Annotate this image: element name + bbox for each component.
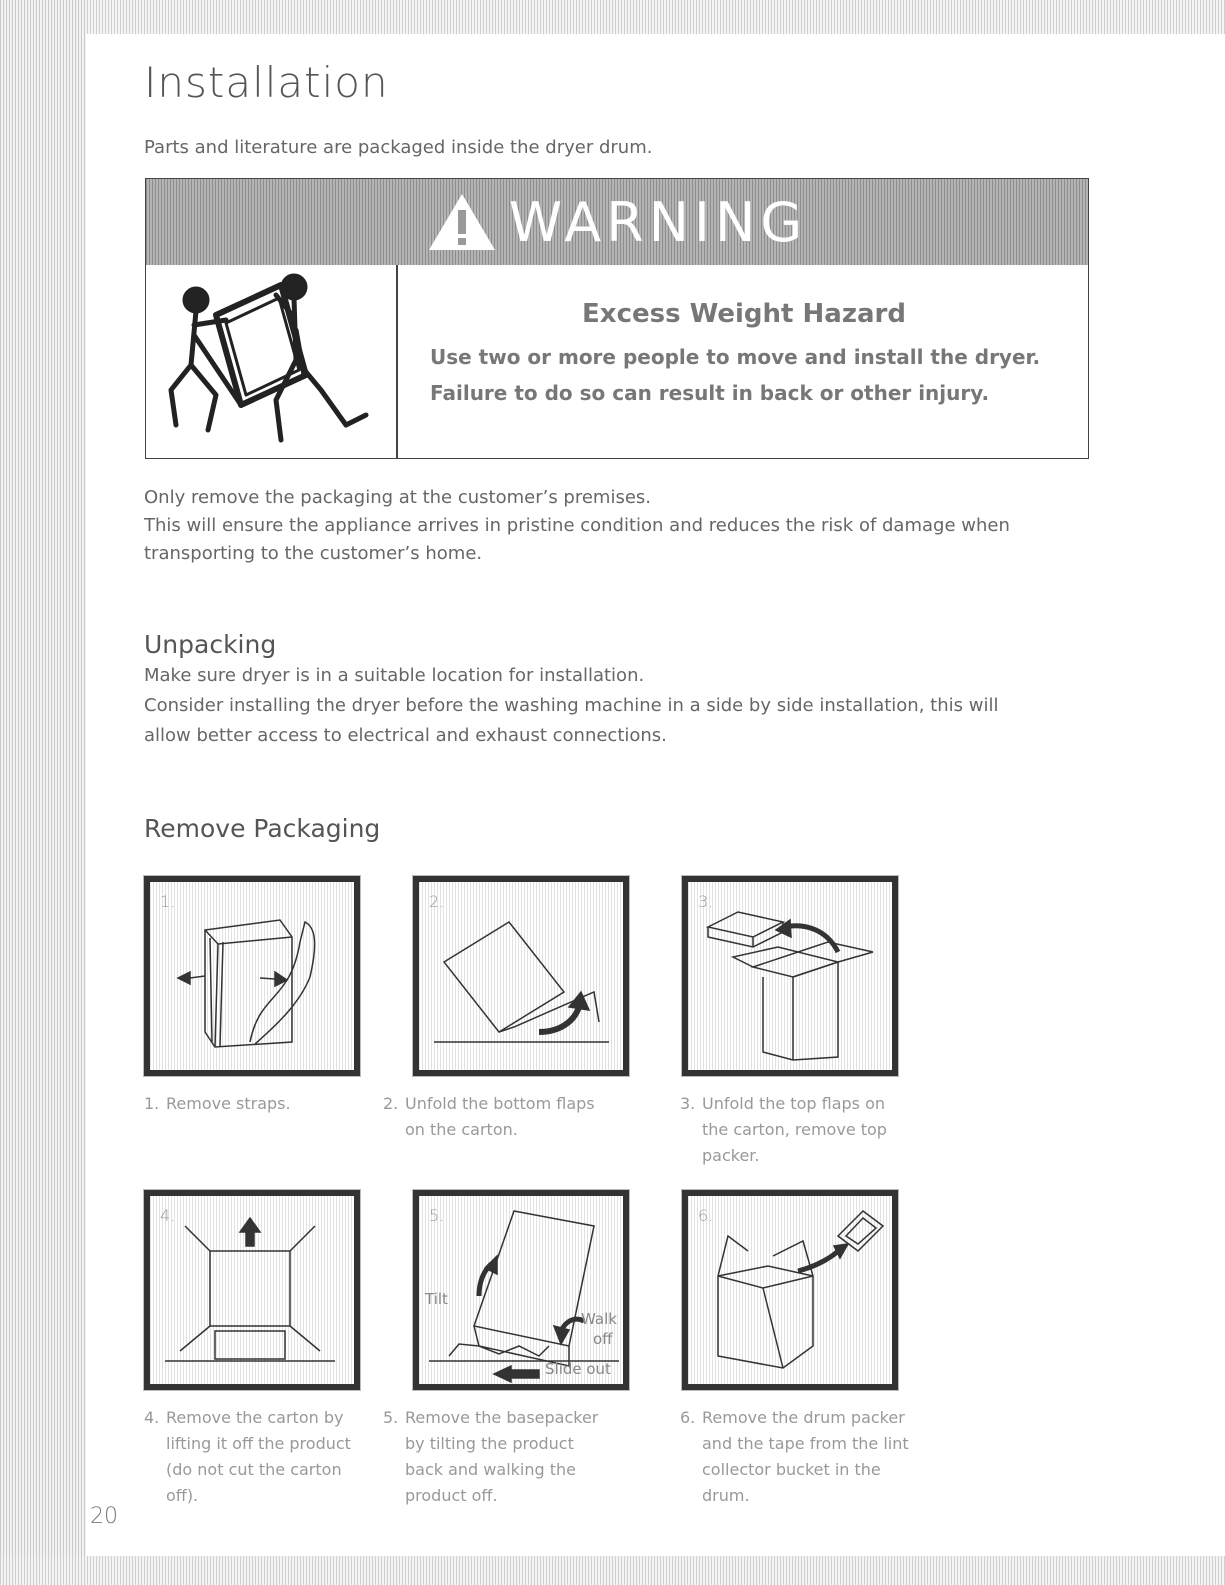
step-1-number: 1. — [160, 892, 176, 911]
step-3-image — [682, 876, 898, 1076]
remove-drum-packer-icon — [688, 1196, 892, 1384]
step-6-image — [682, 1190, 898, 1390]
unpacking-line-1: Make sure dryer is in a suitable location for installation. — [144, 665, 645, 686]
remove-straps-icon — [150, 882, 354, 1070]
step-5-tilt-label: Tilt — [425, 1290, 448, 1308]
remove-top-packer-icon — [688, 882, 892, 1070]
step-2-image — [413, 876, 629, 1076]
step-4-number: 4. — [160, 1206, 176, 1225]
remove-basepacker-icon — [419, 1196, 623, 1384]
warning-title — [427, 191, 807, 254]
hazard-line-1: Use two or more people to move and install the dryer. — [430, 345, 1041, 369]
scan-border-left — [0, 0, 86, 1585]
unfold-bottom-flaps-icon — [419, 882, 623, 1070]
page-title: Installation — [144, 58, 389, 107]
intro-text: Parts and literature are packaged inside the dryer drum. — [144, 137, 653, 158]
step-1-caption: 1. Remove straps. — [144, 1094, 291, 1113]
warning-box — [145, 178, 1089, 459]
unpacking-line-3: allow better access to electrical and exhaust connections. — [144, 725, 667, 746]
warning-triangle-icon — [427, 192, 497, 252]
step-6-number: 6. — [698, 1206, 714, 1225]
note-line-3: transporting to the customer’s home. — [144, 543, 483, 564]
step-5-walk-label: Walk — [581, 1310, 617, 1328]
step-6-caption: 6. Remove the drum packer and the tape from the lint collector bucket in the drum. — [680, 1408, 909, 1505]
step-5-caption: 5. Remove the basepacker by tilting the product back and walking the product off. — [383, 1408, 599, 1505]
step-1-image — [144, 876, 360, 1076]
step-5-number: 5. — [429, 1206, 445, 1225]
step-2-caption: 2. Unfold the bottom flaps on the carton. — [383, 1094, 595, 1139]
page-number: 20 — [90, 1504, 118, 1529]
remove-packaging-heading: Remove Packaging — [144, 814, 381, 843]
step-3-number: 3. — [698, 892, 714, 911]
step-2-number: 2. — [429, 892, 445, 911]
lift-carton-icon — [150, 1196, 354, 1384]
step-5-slide-label: Slide out — [545, 1360, 611, 1378]
scan-border-bottom — [0, 1556, 1225, 1585]
step-5-off-label: off — [593, 1330, 613, 1348]
step-5-image — [413, 1190, 629, 1390]
warning-label: WARNING — [508, 190, 808, 254]
unpacking-line-2: Consider installing the dryer before the washing machine in a side by side installation, this will — [144, 695, 999, 716]
hazard-line-2: Failure to do so can result in back or other injury. — [430, 381, 990, 405]
step-4-caption: 4. Remove the carton by lifting it off the product (do not cut the carton off). — [144, 1408, 351, 1505]
step-4-image — [144, 1190, 360, 1390]
step-3-caption: 3. Unfold the top flaps on the carton, remove top packer. — [680, 1094, 887, 1165]
two-person-lift-illustration — [146, 265, 398, 458]
note-line-1: Only remove the packaging at the customer’s premises. — [144, 487, 652, 508]
hazard-title: Excess Weight Hazard — [582, 299, 906, 329]
warning-header — [146, 179, 1088, 265]
note-line-2: This will ensure the appliance arrives in pristine condition and reduces the risk of damage when — [144, 515, 1010, 536]
hazard-text — [400, 265, 1088, 458]
scan-border-top — [0, 0, 1225, 34]
unpacking-heading: Unpacking — [144, 630, 277, 659]
two-people-lifting-icon — [146, 265, 396, 458]
